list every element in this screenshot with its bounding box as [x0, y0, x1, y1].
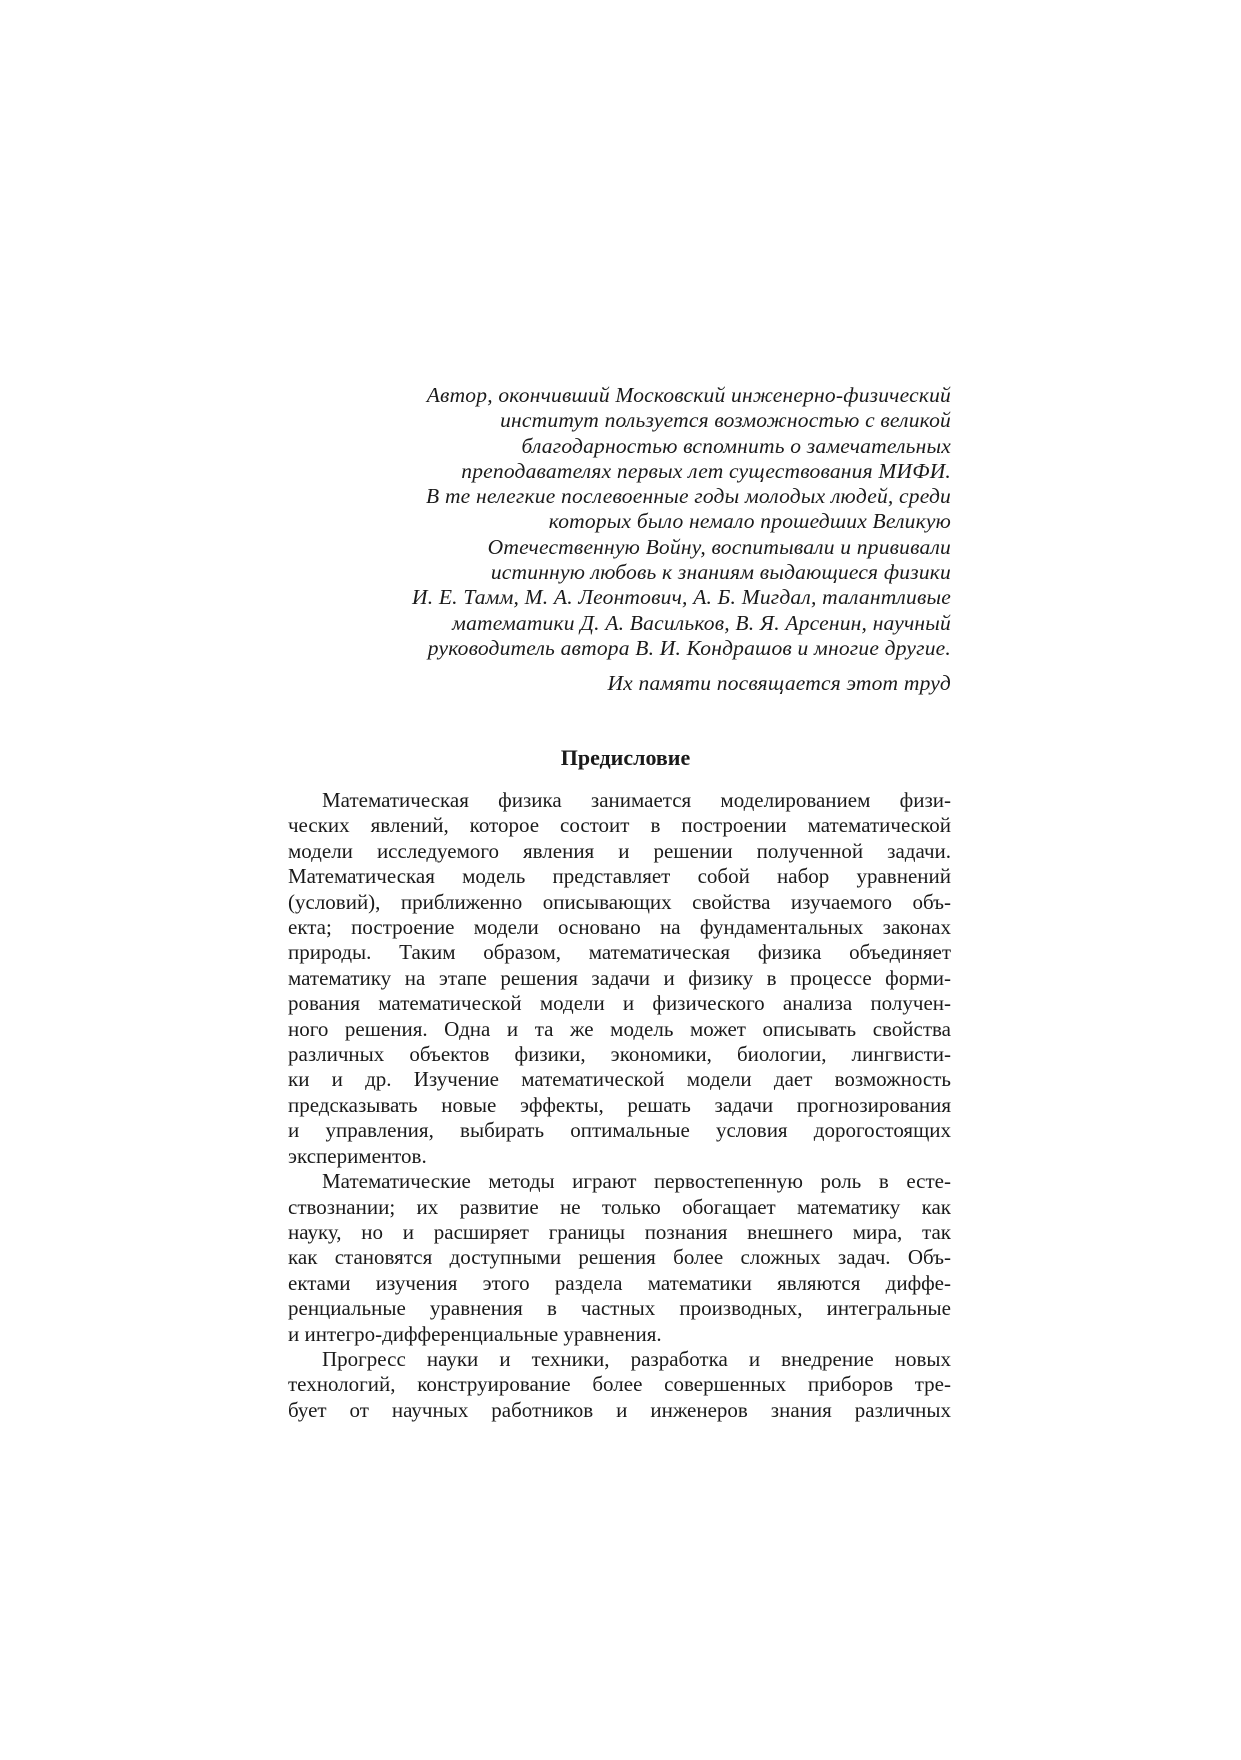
- preface-paragraph: [288, 1169, 951, 1347]
- dedication-line: преподавателях первых лет существования МИФИ.: [461, 458, 951, 483]
- dedication-line: Отечественную Войну, воспитывали и прививали: [487, 534, 951, 559]
- preface-title: Предисловие: [560, 745, 691, 770]
- text-line: ки и др. Изучение математической модели дает возможность: [288, 1067, 951, 1092]
- dedication-line: благодарностью вспомнить о замечательных: [521, 433, 951, 458]
- text-line: екта; построение модели основано на фундаментальных законах: [288, 915, 951, 940]
- text-line: Математическая физика занимается моделированием физи-: [322, 788, 951, 812]
- text-line: ного решения. Одна и та же модель может описывать свойства: [288, 1016, 951, 1041]
- dedication-line: В те нелегкие послевоенные годы молодых людей, среди: [426, 484, 951, 509]
- text-line: ектами изучения этого раздела математики являются диффе-: [288, 1270, 951, 1295]
- text-line: науку, но и расширяет границы познания внешнего мира, так: [288, 1219, 951, 1244]
- dedication-line: руководитель автора В. И. Кондрашов и многие другие.: [427, 635, 951, 660]
- text-line: ренциальные уравнения в частных производных, интегральные: [288, 1296, 951, 1321]
- text-line: предсказывать новые эффекты, решать задачи прогнозирования: [288, 1092, 951, 1117]
- text-line: и управления, выбирать оптимальные условия дорогостоящих: [288, 1118, 951, 1143]
- text-line: рования математической модели и физического анализа получен-: [288, 991, 951, 1016]
- text-line: как становятся доступными решения более сложных задач. Объ-: [288, 1245, 951, 1270]
- dedication-block: [300, 383, 951, 697]
- text-line: экспериментов.: [288, 1143, 427, 1168]
- dedication-line: институт пользуется возможностью с великой: [500, 408, 951, 433]
- text-line: (условий), приближенно описывающих свойства изучаемого объ-: [288, 889, 951, 914]
- preface-body: [288, 788, 951, 1423]
- dedication-line: И. Е. Тамм, М. А. Леонтович, А. Б. Мигдал, талантливые: [411, 585, 951, 610]
- dedication-line: истинную любовь к знаниям выдающиеся физики: [490, 560, 951, 585]
- text-line: Математическая модель представляет собой набор уравнений: [288, 864, 951, 889]
- text-line: бует от научных работников и инженеров знания различных: [288, 1397, 951, 1422]
- text-line: различных объектов физики, экономики, биологии, лингвисти-: [288, 1042, 951, 1067]
- text-line: и интегро-дифференциальные уравнения.: [288, 1321, 662, 1346]
- text-line: ствознании; их развитие не только обогащает математику как: [288, 1194, 951, 1219]
- text-line: ческих явлений, которое состоит в построении математической: [288, 813, 951, 838]
- preface-paragraph: [288, 1347, 951, 1423]
- dedication-line: которых было немало прошедших Великую: [548, 509, 951, 534]
- text-line: математику на этапе решения задачи и физику в процессе форми-: [288, 965, 951, 990]
- text-line: модели исследуемого явления и решении полученной задачи.: [288, 838, 951, 863]
- preface-paragraph: [288, 788, 951, 1169]
- dedication-closing: Их памяти посвящается этот труд: [607, 671, 951, 696]
- text-line: Прогресс науки и техники, разработка и внедрение новых: [322, 1346, 951, 1371]
- dedication-line: математики Д. А. Васильков, В. Я. Арсенин, научный: [452, 610, 951, 635]
- text-line: технологий, конструирование более совершенных приборов тре-: [288, 1372, 951, 1397]
- text-line: природы. Таким образом, математическая физика объединяет: [288, 940, 951, 965]
- text-line: Математические методы играют первостепенную роль в есте-: [322, 1169, 951, 1194]
- dedication-line: Автор, окончивший Московский инженерно-физический: [426, 383, 951, 407]
